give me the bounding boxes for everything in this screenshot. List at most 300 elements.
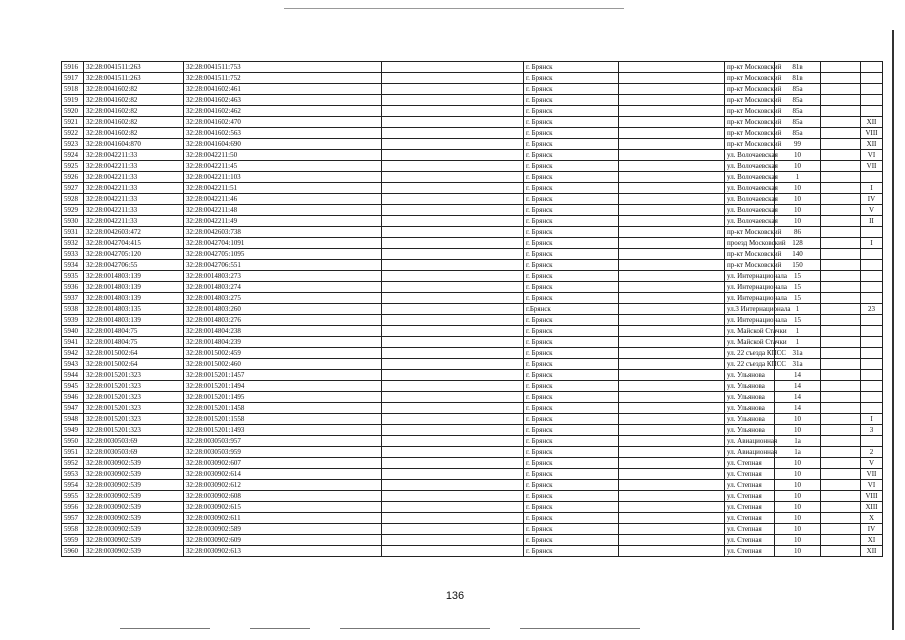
premises-number-cell xyxy=(861,359,883,370)
table-row xyxy=(62,249,883,260)
table-row xyxy=(62,491,883,502)
city-cell: г. Брянск xyxy=(524,216,619,227)
cadastral-number-cell: 32:28:0042211:45 xyxy=(184,161,382,172)
empty-cell xyxy=(821,524,861,535)
empty-cell xyxy=(382,150,524,161)
house-number-cell: 15 xyxy=(775,293,821,304)
parent-cadastral-number-cell: 32:28:0014804:75 xyxy=(84,337,184,348)
street-cell: ул. Майской Стачки xyxy=(725,326,775,337)
house-number-cell: 10 xyxy=(775,161,821,172)
table-row xyxy=(62,216,883,227)
city-cell: г. Брянск xyxy=(524,62,619,73)
premises-number-cell xyxy=(861,436,883,447)
page-number: 136 xyxy=(445,590,465,602)
table-row xyxy=(62,227,883,238)
empty-cell xyxy=(382,238,524,249)
empty-cell xyxy=(821,139,861,150)
empty-cell xyxy=(821,106,861,117)
city-cell: г. Брянск xyxy=(524,546,619,557)
row-number-cell: 5918 xyxy=(62,84,84,95)
city-cell: г.Брянск xyxy=(524,304,619,315)
premises-number-cell: II xyxy=(861,216,883,227)
parent-cadastral-number-cell: 32:28:0042211:33 xyxy=(84,194,184,205)
row-number-cell: 5944 xyxy=(62,370,84,381)
house-number-cell: 10 xyxy=(775,425,821,436)
street-cell: ул. Волочаевская xyxy=(725,205,775,216)
empty-cell xyxy=(821,73,861,84)
table-row xyxy=(62,326,883,337)
city-cell: г. Брянск xyxy=(524,502,619,513)
city-cell: г. Брянск xyxy=(524,183,619,194)
row-number-cell: 5919 xyxy=(62,95,84,106)
cadastral-number-cell: 32:28:0014804:239 xyxy=(184,337,382,348)
empty-cell xyxy=(382,447,524,458)
empty-cell xyxy=(619,469,725,480)
empty-cell xyxy=(821,95,861,106)
street-cell: ул. Степная xyxy=(725,458,775,469)
premises-number-cell xyxy=(861,172,883,183)
empty-cell xyxy=(382,282,524,293)
empty-cell xyxy=(382,513,524,524)
street-cell: ул. 22 съезда КПСС xyxy=(725,359,775,370)
premises-number-cell xyxy=(861,73,883,84)
house-number-cell: 14 xyxy=(775,381,821,392)
city-cell: г. Брянск xyxy=(524,326,619,337)
premises-number-cell xyxy=(861,271,883,282)
cadastral-number-cell: 32:28:0042211:49 xyxy=(184,216,382,227)
parent-cadastral-number-cell: 32:28:0015201:323 xyxy=(84,381,184,392)
empty-cell xyxy=(382,381,524,392)
city-cell: г. Брянск xyxy=(524,128,619,139)
empty-cell xyxy=(821,172,861,183)
cadastral-number-cell: 32:28:0030902:612 xyxy=(184,480,382,491)
cadastral-number-cell: 32:28:0014803:276 xyxy=(184,315,382,326)
city-cell: г. Брянск xyxy=(524,480,619,491)
city-cell: г. Брянск xyxy=(524,348,619,359)
empty-cell xyxy=(821,183,861,194)
table-row xyxy=(62,161,883,172)
house-number-cell: 1а xyxy=(775,447,821,458)
empty-cell xyxy=(821,271,861,282)
house-number-cell: 81в xyxy=(775,62,821,73)
top-rule xyxy=(284,8,624,9)
empty-cell xyxy=(821,513,861,524)
row-number-cell: 5933 xyxy=(62,249,84,260)
empty-cell xyxy=(619,392,725,403)
parent-cadastral-number-cell: 32:28:0042211:33 xyxy=(84,183,184,194)
table-row xyxy=(62,502,883,513)
empty-cell xyxy=(619,403,725,414)
premises-number-cell xyxy=(861,392,883,403)
premises-number-cell xyxy=(861,293,883,304)
city-cell: г. Брянск xyxy=(524,117,619,128)
house-number-cell: 15 xyxy=(775,271,821,282)
cadastral-number-cell: 32:28:0042211:50 xyxy=(184,150,382,161)
house-number-cell: 10 xyxy=(775,513,821,524)
street-cell: ул. Ульянова xyxy=(725,392,775,403)
street-cell: пр-кт Московский xyxy=(725,95,775,106)
city-cell: г. Брянск xyxy=(524,491,619,502)
house-number-cell: 10 xyxy=(775,414,821,425)
empty-cell xyxy=(382,480,524,491)
empty-cell xyxy=(619,546,725,557)
empty-cell xyxy=(382,392,524,403)
street-cell: пр-кт Московский xyxy=(725,84,775,95)
empty-cell xyxy=(821,326,861,337)
empty-cell xyxy=(619,260,725,271)
table-row xyxy=(62,370,883,381)
empty-cell xyxy=(619,315,725,326)
empty-cell xyxy=(619,425,725,436)
parent-cadastral-number-cell: 32:28:0042211:33 xyxy=(84,216,184,227)
register-table-body xyxy=(62,62,883,557)
empty-cell xyxy=(619,337,725,348)
city-cell: г. Брянск xyxy=(524,106,619,117)
street-cell: ул. Волочаевская xyxy=(725,216,775,227)
parent-cadastral-number-cell: 32:28:0041602:82 xyxy=(84,84,184,95)
parent-cadastral-number-cell: 32:28:0042705:120 xyxy=(84,249,184,260)
empty-cell xyxy=(619,183,725,194)
table-row xyxy=(62,315,883,326)
cadastral-number-cell: 32:28:0030503:959 xyxy=(184,447,382,458)
cadastral-number-cell: 32:28:0042211:51 xyxy=(184,183,382,194)
street-cell: ул. Степная xyxy=(725,524,775,535)
house-number-cell: 31а xyxy=(775,348,821,359)
empty-cell xyxy=(619,502,725,513)
table-row xyxy=(62,150,883,161)
city-cell: г. Брянск xyxy=(524,337,619,348)
empty-cell xyxy=(382,183,524,194)
empty-cell xyxy=(382,73,524,84)
premises-number-cell: XIII xyxy=(861,502,883,513)
premises-number-cell: X xyxy=(861,513,883,524)
cadastral-number-cell: 32:28:0042603:738 xyxy=(184,227,382,238)
city-cell: г. Брянск xyxy=(524,161,619,172)
empty-cell xyxy=(821,469,861,480)
row-number-cell: 5921 xyxy=(62,117,84,128)
empty-cell xyxy=(619,106,725,117)
cadastral-number-cell: 32:28:0015201:1458 xyxy=(184,403,382,414)
empty-cell xyxy=(821,359,861,370)
row-number-cell: 5960 xyxy=(62,546,84,557)
parent-cadastral-number-cell: 32:28:0041602:82 xyxy=(84,106,184,117)
register-table xyxy=(61,61,883,557)
empty-cell xyxy=(382,139,524,150)
parent-cadastral-number-cell: 32:28:0041511:263 xyxy=(84,73,184,84)
row-number-cell: 5954 xyxy=(62,480,84,491)
row-number-cell: 5926 xyxy=(62,172,84,183)
empty-cell xyxy=(619,73,725,84)
city-cell: г. Брянск xyxy=(524,73,619,84)
premises-number-cell: VIII xyxy=(861,491,883,502)
cadastral-number-cell: 32:28:0041602:563 xyxy=(184,128,382,139)
house-number-cell: 1а xyxy=(775,436,821,447)
empty-cell xyxy=(382,117,524,128)
cadastral-number-cell: 32:28:0030902:609 xyxy=(184,535,382,546)
parent-cadastral-number-cell: 32:28:0042211:33 xyxy=(84,205,184,216)
cadastral-number-cell: 32:28:0042211:46 xyxy=(184,194,382,205)
city-cell: г. Брянск xyxy=(524,227,619,238)
empty-cell xyxy=(382,403,524,414)
empty-cell xyxy=(382,62,524,73)
table-row xyxy=(62,535,883,546)
row-number-cell: 5943 xyxy=(62,359,84,370)
street-cell: ул. Майской Стачки xyxy=(725,337,775,348)
house-number-cell: 10 xyxy=(775,491,821,502)
row-number-cell: 5922 xyxy=(62,128,84,139)
house-number-cell: 85а xyxy=(775,84,821,95)
city-cell: г. Брянск xyxy=(524,271,619,282)
city-cell: г. Брянск xyxy=(524,249,619,260)
parent-cadastral-number-cell: 32:28:0042704:415 xyxy=(84,238,184,249)
table-row xyxy=(62,425,883,436)
empty-cell xyxy=(382,359,524,370)
empty-cell xyxy=(821,337,861,348)
premises-number-cell xyxy=(861,282,883,293)
table-row xyxy=(62,117,883,128)
row-number-cell: 5952 xyxy=(62,458,84,469)
row-number-cell: 5923 xyxy=(62,139,84,150)
table-row xyxy=(62,458,883,469)
premises-number-cell: XII xyxy=(861,139,883,150)
street-cell: ул. Ульянова xyxy=(725,370,775,381)
parent-cadastral-number-cell: 32:28:0030902:539 xyxy=(84,524,184,535)
empty-cell xyxy=(382,249,524,260)
empty-cell xyxy=(382,194,524,205)
cadastral-number-cell: 32:28:0014803:260 xyxy=(184,304,382,315)
parent-cadastral-number-cell: 32:28:0015201:323 xyxy=(84,414,184,425)
house-number-cell: 10 xyxy=(775,150,821,161)
table-row xyxy=(62,139,883,150)
cadastral-number-cell: 32:28:0041602:470 xyxy=(184,117,382,128)
street-cell: ул. Ульянова xyxy=(725,425,775,436)
empty-cell xyxy=(382,106,524,117)
empty-cell xyxy=(382,546,524,557)
row-number-cell: 5949 xyxy=(62,425,84,436)
row-number-cell: 5946 xyxy=(62,392,84,403)
empty-cell xyxy=(382,128,524,139)
house-number-cell: 14 xyxy=(775,392,821,403)
empty-cell xyxy=(619,381,725,392)
house-number-cell: 85а xyxy=(775,95,821,106)
premises-number-cell: XII xyxy=(861,117,883,128)
city-cell: г. Брянск xyxy=(524,447,619,458)
empty-cell xyxy=(821,425,861,436)
parent-cadastral-number-cell: 32:28:0014803:139 xyxy=(84,271,184,282)
premises-number-cell: 2 xyxy=(861,447,883,458)
cadastral-number-cell: 32:28:0042211:103 xyxy=(184,172,382,183)
empty-cell xyxy=(619,370,725,381)
city-cell: г. Брянск xyxy=(524,513,619,524)
house-number-cell: 1 xyxy=(775,172,821,183)
city-cell: г. Брянск xyxy=(524,425,619,436)
city-cell: г. Брянск xyxy=(524,95,619,106)
row-number-cell: 5930 xyxy=(62,216,84,227)
street-cell: ул. Волочаевская xyxy=(725,150,775,161)
empty-cell xyxy=(821,238,861,249)
empty-cell xyxy=(821,150,861,161)
cadastral-number-cell: 32:28:0030902:613 xyxy=(184,546,382,557)
empty-cell xyxy=(821,381,861,392)
street-cell: ул. Интернационала xyxy=(725,282,775,293)
empty-cell xyxy=(619,128,725,139)
empty-cell xyxy=(821,161,861,172)
cadastral-number-cell: 32:28:0030503:957 xyxy=(184,436,382,447)
street-cell: пр-кт Московский xyxy=(725,128,775,139)
parent-cadastral-number-cell: 32:28:0042706:55 xyxy=(84,260,184,271)
street-cell: ул. Интернационала xyxy=(725,271,775,282)
table-row xyxy=(62,546,883,557)
city-cell: г. Брянск xyxy=(524,139,619,150)
house-number-cell: 99 xyxy=(775,139,821,150)
street-cell: пр-кт Московский xyxy=(725,227,775,238)
premises-number-cell: 23 xyxy=(861,304,883,315)
premises-number-cell xyxy=(861,326,883,337)
premises-number-cell xyxy=(861,106,883,117)
empty-cell xyxy=(619,172,725,183)
house-number-cell: 140 xyxy=(775,249,821,260)
cadastral-number-cell: 32:28:0030902:607 xyxy=(184,458,382,469)
row-number-cell: 5935 xyxy=(62,271,84,282)
cadastral-number-cell: 32:28:0041604:690 xyxy=(184,139,382,150)
cadastral-number-cell: 32:28:0015201:1495 xyxy=(184,392,382,403)
empty-cell xyxy=(382,172,524,183)
empty-cell xyxy=(619,161,725,172)
parent-cadastral-number-cell: 32:28:0042603:472 xyxy=(84,227,184,238)
parent-cadastral-number-cell: 32:28:0041602:82 xyxy=(84,95,184,106)
street-cell: пр-кт Московский xyxy=(725,62,775,73)
city-cell: г. Брянск xyxy=(524,172,619,183)
row-number-cell: 5958 xyxy=(62,524,84,535)
premises-number-cell xyxy=(861,403,883,414)
house-number-cell: 85а xyxy=(775,128,821,139)
row-number-cell: 5950 xyxy=(62,436,84,447)
street-cell: пр-кт Московский xyxy=(725,117,775,128)
empty-cell xyxy=(382,95,524,106)
cadastral-number-cell: 32:28:0015201:1494 xyxy=(184,381,382,392)
cadastral-number-cell: 32:28:0015002:459 xyxy=(184,348,382,359)
street-cell: пр-кт Московский xyxy=(725,249,775,260)
house-number-cell: 85а xyxy=(775,106,821,117)
city-cell: г. Брянск xyxy=(524,238,619,249)
cadastral-number-cell: 32:28:0030902:611 xyxy=(184,513,382,524)
table-row xyxy=(62,524,883,535)
empty-cell xyxy=(382,161,524,172)
empty-cell xyxy=(821,194,861,205)
house-number-cell: 1 xyxy=(775,326,821,337)
empty-cell xyxy=(382,205,524,216)
street-cell: ул.3 Интернационала xyxy=(725,304,775,315)
street-cell: ул. Степная xyxy=(725,491,775,502)
table-row xyxy=(62,403,883,414)
city-cell: г. Брянск xyxy=(524,403,619,414)
empty-cell xyxy=(619,326,725,337)
premises-number-cell xyxy=(861,249,883,260)
empty-cell xyxy=(821,458,861,469)
table-row xyxy=(62,436,883,447)
cadastral-number-cell: 32:28:0041602:461 xyxy=(184,84,382,95)
house-number-cell: 10 xyxy=(775,183,821,194)
empty-cell xyxy=(821,480,861,491)
street-cell: ул. Интернационала xyxy=(725,293,775,304)
table-row xyxy=(62,84,883,95)
cadastral-number-cell: 32:28:0030902:589 xyxy=(184,524,382,535)
street-cell: ул. Волочаевская xyxy=(725,183,775,194)
empty-cell xyxy=(382,458,524,469)
premises-number-cell: I xyxy=(861,183,883,194)
premises-number-cell xyxy=(861,370,883,381)
city-cell: г. Брянск xyxy=(524,370,619,381)
premises-number-cell xyxy=(861,315,883,326)
empty-cell xyxy=(382,315,524,326)
street-cell: ул. Интернационала xyxy=(725,315,775,326)
premises-number-cell xyxy=(861,62,883,73)
premises-number-cell: VII xyxy=(861,161,883,172)
empty-cell xyxy=(821,392,861,403)
premises-number-cell: V xyxy=(861,458,883,469)
parent-cadastral-number-cell: 32:28:0014803:139 xyxy=(84,282,184,293)
empty-cell xyxy=(821,216,861,227)
parent-cadastral-number-cell: 32:28:0030902:539 xyxy=(84,535,184,546)
street-cell: ул. Авиационная xyxy=(725,447,775,458)
parent-cadastral-number-cell: 32:28:0030902:539 xyxy=(84,480,184,491)
row-number-cell: 5959 xyxy=(62,535,84,546)
parent-cadastral-number-cell: 32:28:0030902:539 xyxy=(84,458,184,469)
premises-number-cell: I xyxy=(861,238,883,249)
house-number-cell: 15 xyxy=(775,282,821,293)
empty-cell xyxy=(619,535,725,546)
empty-cell xyxy=(619,414,725,425)
empty-cell xyxy=(382,84,524,95)
empty-cell xyxy=(821,304,861,315)
table-row xyxy=(62,128,883,139)
table-row xyxy=(62,95,883,106)
cadastral-number-cell: 32:28:0042706:551 xyxy=(184,260,382,271)
house-number-cell: 1 xyxy=(775,304,821,315)
parent-cadastral-number-cell: 32:28:0015201:323 xyxy=(84,425,184,436)
city-cell: г. Брянск xyxy=(524,150,619,161)
empty-cell xyxy=(382,304,524,315)
parent-cadastral-number-cell: 32:28:0030902:539 xyxy=(84,513,184,524)
empty-cell xyxy=(821,403,861,414)
empty-cell xyxy=(382,535,524,546)
cadastral-number-cell: 32:28:0015201:1558 xyxy=(184,414,382,425)
premises-number-cell: IV xyxy=(861,524,883,535)
empty-cell xyxy=(619,359,725,370)
premises-number-cell: 3 xyxy=(861,425,883,436)
premises-number-cell: V xyxy=(861,205,883,216)
city-cell: г. Брянск xyxy=(524,458,619,469)
street-cell: ул. Волочаевская xyxy=(725,161,775,172)
street-cell: ул. Степная xyxy=(725,480,775,491)
house-number-cell: 10 xyxy=(775,546,821,557)
table-row xyxy=(62,414,883,425)
parent-cadastral-number-cell: 32:28:0014804:75 xyxy=(84,326,184,337)
bottom-rule xyxy=(250,628,310,629)
cadastral-number-cell: 32:28:0014803:274 xyxy=(184,282,382,293)
table-row xyxy=(62,392,883,403)
row-number-cell: 5945 xyxy=(62,381,84,392)
house-number-cell: 10 xyxy=(775,194,821,205)
city-cell: г. Брянск xyxy=(524,535,619,546)
table-row xyxy=(62,469,883,480)
empty-cell xyxy=(821,502,861,513)
parent-cadastral-number-cell: 32:28:0015201:323 xyxy=(84,392,184,403)
empty-cell xyxy=(619,513,725,524)
empty-cell xyxy=(821,62,861,73)
empty-cell xyxy=(821,348,861,359)
row-number-cell: 5925 xyxy=(62,161,84,172)
